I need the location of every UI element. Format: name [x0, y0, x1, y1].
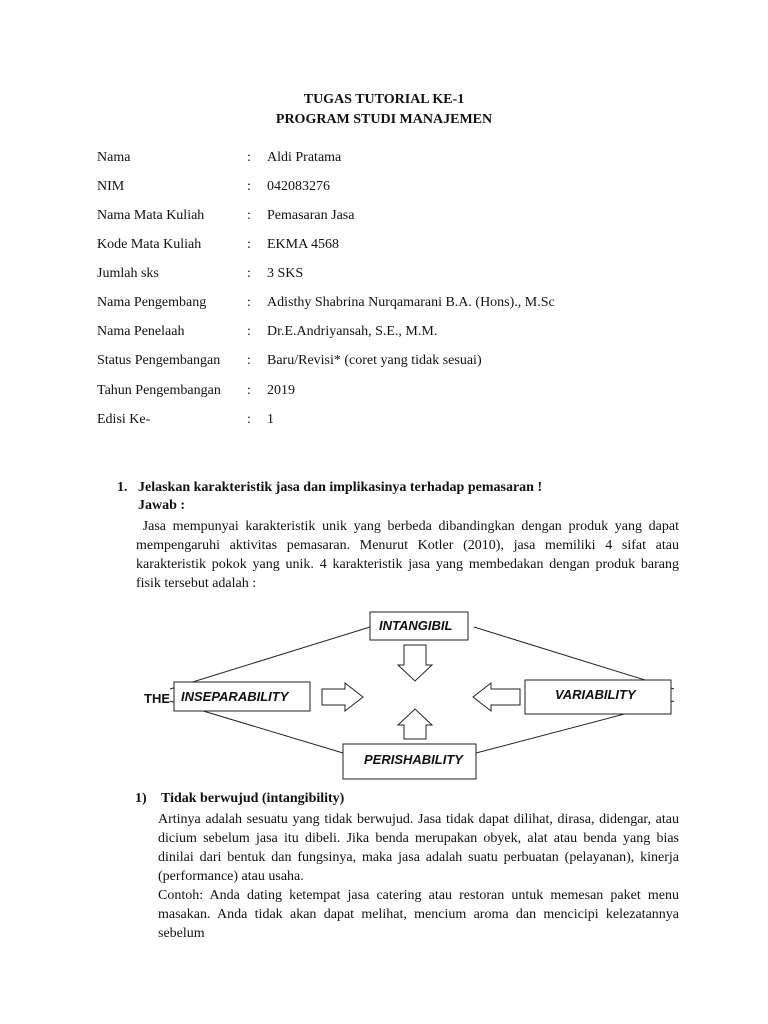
- section-paragraph-1: Artinya adalah sesuatu yang tidak berwujud. Jasa tidak dapat dilihat, dirasa, didengar, atau dicium sebelum jasa itu dibeli. Jika benda merupakan obyek, alat atau benda yang bias dinilai dari bentuk dan fungsinya, maka jasa adalah suatu perbuatan (pelayanan), kinerja (performance) atau usaha.: [158, 812, 679, 884]
- info-value: 042083276: [267, 179, 330, 194]
- info-value: EKMA 4568: [267, 237, 339, 252]
- info-colon: :: [247, 383, 251, 398]
- info-label: Nama Mata Kuliah: [97, 208, 205, 223]
- info-value: 3 SKS: [267, 266, 304, 281]
- arrow-up-icon: [398, 709, 432, 739]
- diagram-label-the: THE: [144, 691, 170, 706]
- info-value: Aldi Pratama: [267, 150, 342, 165]
- arrow-right-icon: [322, 683, 363, 711]
- info-label: Jumlah sks: [97, 266, 159, 281]
- diagram-label-bottom: PERISHABILITY: [364, 752, 463, 767]
- document-title-line1: TUGAS TUTORIAL KE-1: [303, 92, 465, 107]
- question-text: Jelaskan karakteristik jasa dan implikasinya terhadap pemasaran !: [138, 480, 543, 495]
- diagram-label-right: VARIABILITY: [555, 687, 636, 702]
- info-colon: :: [247, 412, 251, 427]
- info-colon: :: [247, 295, 251, 310]
- arrow-down-icon: [398, 645, 432, 681]
- info-label: Nama: [97, 150, 131, 165]
- info-value: Dr.E.Andriyansah, S.E., M.M.: [267, 324, 438, 339]
- arrow-left-icon: [473, 683, 520, 711]
- diagram-label-top: INTANGIBIL: [379, 618, 453, 633]
- question-number: 1.: [117, 480, 128, 495]
- info-value: Adisthy Shabrina Nurqamarani B.A. (Hons)., M.Sc: [267, 295, 555, 310]
- diagram-label-left: INSEPARABILITY: [181, 689, 289, 704]
- section-number: 1): [135, 791, 147, 806]
- info-colon: :: [247, 266, 251, 281]
- info-value: Baru/Revisi* (coret yang tidak sesuai): [267, 353, 482, 368]
- info-label: Kode Mata Kuliah: [97, 237, 202, 252]
- characteristics-diagram: [0, 605, 768, 795]
- info-label: Nama Penelaah: [97, 324, 185, 339]
- info-colon: :: [247, 179, 251, 194]
- info-label: NIM: [97, 179, 125, 194]
- info-colon: :: [247, 150, 251, 165]
- answer-paragraph: Jasa mempunyai karakteristik unik yang berbeda dibandingkan dengan produk yang dapat mempengaruhi aktivitas pemasaran. Menurut Kotler (2010), jasa memiliki 4 sifat atau karakteristik pokok yang unik. 4 karakteristik jasa yang membedakan dengan produk barang fisik tersebut adalah :: [136, 519, 683, 591]
- info-label: Tahun Pengembangan: [97, 383, 221, 398]
- info-value: 2019: [267, 383, 295, 398]
- info-value: 1: [267, 412, 274, 427]
- info-label: Edisi Ke-: [97, 412, 151, 427]
- info-value: Pemasaran Jasa: [267, 208, 355, 223]
- info-colon: :: [247, 353, 251, 368]
- info-colon: :: [247, 324, 251, 339]
- info-label: Nama Pengembang: [97, 295, 207, 310]
- section-title: Tidak berwujud (intangibility): [161, 791, 345, 806]
- info-label: Status Pengembangan: [97, 353, 221, 368]
- info-colon: :: [247, 237, 251, 252]
- document-title-line2: PROGRAM STUDI MANAJEMEN: [275, 112, 493, 127]
- section-paragraph-2: Contoh: Anda dating ketempat jasa catering atau restoran untuk memesan paket menu masakan. Anda tidak akan dapat melihat, mencium aroma dan mencicipi kelezatannya sebelum: [158, 888, 679, 941]
- info-colon: :: [247, 208, 251, 223]
- answer-label: Jawab :: [138, 498, 186, 513]
